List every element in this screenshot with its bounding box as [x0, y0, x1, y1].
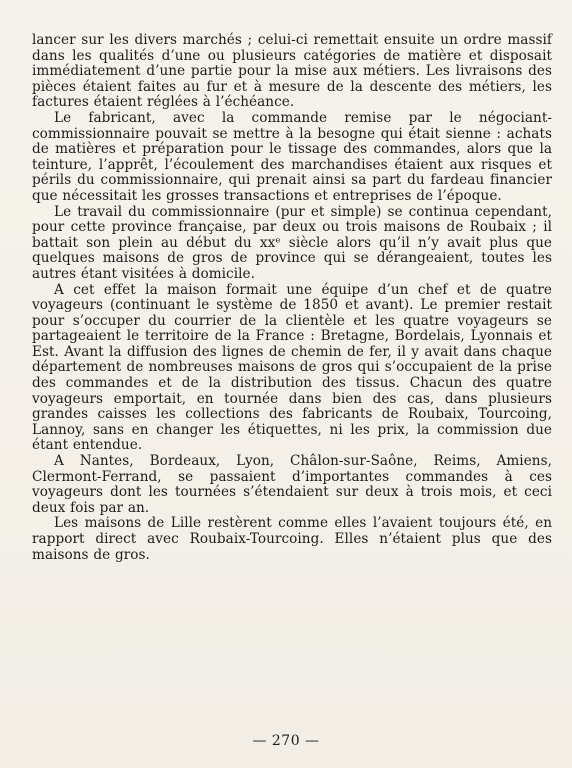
body-text — [32, 33, 552, 563]
paragraph-1: lancer sur les divers marchés ; celui-ci remettait ensuite un ordre massif dans les qualités d’une ou plusieurs catégories de matière et disposait immédiatement d’une partie pour la mise aux métiers. Les livraisons des pièces étaient faites au fur et à mesure de la descente des métiers, les factures étaient réglées à l’échéance. — [32, 32, 552, 111]
paragraph-6: Les maisons de Lille restèrent comme elles l’avaient toujours été, en rapport direct avec Roubaix-Tourcoing. Elles n’étaient plus que des maisons de gros. — [32, 515, 552, 563]
paragraph-4: A cet effet la maison formait une équipe d’un chef et de quatre voyageurs (continuant le système de 1850 et avant). Le premier restait pour s’occuper du courrier de la clientèle et les quatre voyageurs se partageaient le territoire de la France : Bretagne, Bordelais, Lyonnais et Est. Avant la diffusion des lignes de chemin de fer, il y avait dans chaque département de nombreuses maisons de gros qui s’occupaient de la prise des commandes et de la distribution des tissus. Chacun des quatre voyageurs emportait, en tournée dans bien des cas, dans plusieurs grandes caisses les collections des fabricants de Roubaix, Tourcoing, Lannoy, sans en changer les étiquettes, ni les prix, la commission due étant entendue. — [32, 281, 552, 454]
paragraph-5: A Nantes, Bordeaux, Lyon, Châlon-sur-Saône, Reims, Amiens, Clermont-Ferrand, se passaient d’importantes commandes à ces voyageurs dont les tournées s’étendaient sur deux à trois mois, et ceci deux fois par an. — [32, 453, 552, 516]
page-number: — 270 — — [252, 733, 320, 749]
paragraph-2: Le fabricant, avec la commande remise par le négociant-commissionnaire pouvait se mettre à la besogne qui était sienne : achats de matières et préparation pour le tissage des commandes, alors que la teinture, l’apprêt, l’écoulement des marchandises étaient aux risques et périls du commissionnaire, qui prenait ainsi sa part du fardeau financier que nécessitait les grosses transactions et entreprises de l’époque. — [32, 109, 552, 204]
paragraph-3: Le travail du commissionnaire (pur et simple) se continua cependant, pour cette province française, par deux ou trois maisons de Roubaix ; il battait son plein au début du xxᵉ siècle alors qu’il n’y avait plus que quelques maisons de gros de province qui se dérangeaient, toutes les autres étant visitées à domicile. — [32, 203, 552, 282]
